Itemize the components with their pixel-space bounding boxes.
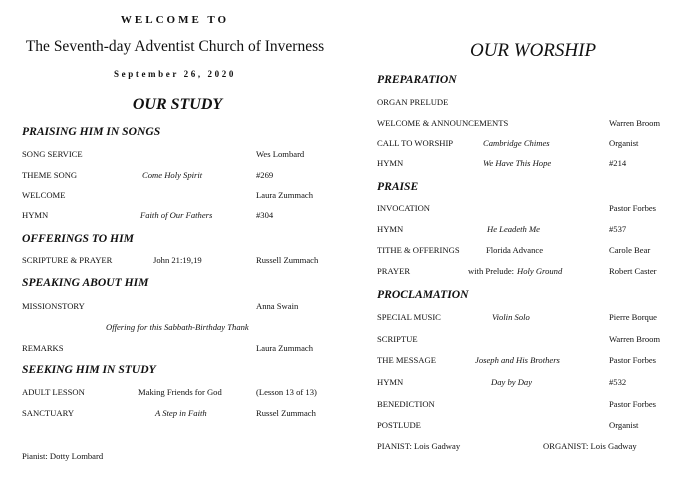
program-person: Pierre Borque [609,312,657,322]
program-item: THE MESSAGE [377,355,436,365]
program-title-prefix: with Prelude: [468,266,515,276]
program-item: THEME SONG [22,170,78,180]
program-person: Warren Broom [609,334,661,344]
program-item: BENEDICTION [377,399,435,409]
program-person: Organist [609,420,639,430]
section-speaking: SPEAKING ABOUT HIM [22,276,149,289]
welcome-heading: WELCOME TO [120,14,230,26]
program-title: Joseph and His Brothers [475,355,560,365]
section-offerings: OFFERINGS TO HIM [22,232,134,245]
program-person: Carole Bear [609,245,651,255]
pianist-credit: PIANIST: Lois Gadway [377,441,461,451]
program-item: SCRIPTURE & PRAYER [22,255,113,265]
program-item: MISSIONSTORY [22,301,85,311]
program-item: POSTLUDE [377,420,421,430]
program-item: SONG SERVICE [22,149,83,159]
program-item: HYMN [377,158,404,168]
program-item: ADULT LESSON [22,387,85,397]
program-person: #269 [256,170,274,180]
program-title: Violin Solo [492,312,530,322]
program-title: Holy Ground [517,266,563,276]
program-person: (Lesson 13 of 13) [256,387,317,397]
pianist-credit: Pianist: Dotty Lombard [22,451,104,461]
program-item: WELCOME & ANNOUNCEMENTS [377,118,509,128]
program-item: ORGAN PRELUDE [377,97,449,107]
program-person: #214 [609,158,627,168]
program-person: Pastor Forbes [609,355,657,365]
program-item: HYMN [22,210,49,220]
program-item: SANCTUARY [22,408,75,418]
program-person: Russell Zummach [256,255,319,265]
program-title: He Leadeth Me [487,224,540,234]
program-item: SPECIAL MUSIC [377,312,441,322]
program-person: #537 [609,224,627,234]
program-person: Laura Zummach [256,190,314,200]
organist-credit: ORGANIST: Lois Gadway [543,441,637,451]
our-study-title: OUR STUDY [132,96,223,113]
program-item: WELCOME [22,190,66,200]
program-person: Pastor Forbes [609,399,657,409]
section-seeking: SEEKING HIM IN STUDY [22,363,156,376]
program-person: Russel Zummach [256,408,316,418]
section-praise: PRAISE [377,180,419,193]
program-item: TITHE & OFFERINGS [377,245,460,255]
program-title: Florida Advance [486,245,544,255]
program-title: Come Holy Spirit [142,170,203,180]
church-name: The Seventh-day Adventist Church of Inverness [25,38,325,55]
our-worship-title: OUR WORSHIP [469,40,597,61]
program-person: Wes Lombard [256,149,305,159]
program-item: SCRIPTUE [377,334,418,344]
section-proclamation: PROCLAMATION [377,288,469,301]
section-preparation: PREPARATION [377,73,457,86]
program-item: INVOCATION [377,203,430,213]
program-title: We Have This Hope [483,158,552,168]
program-item: HYMN [377,377,404,387]
program-title: Cambridge Chimes [483,138,550,148]
program-title: Day by Day [491,377,533,387]
program-person: Organist [609,138,639,148]
program-person: Laura Zummach [256,343,314,353]
program-item: HYMN [377,224,404,234]
program-item: REMARKS [22,343,64,353]
program-title: Making Friends for God [138,387,222,397]
program-item: PRAYER [377,266,411,276]
program-title: A Step in Faith [155,408,207,418]
service-date: September 26, 2020 [114,69,236,79]
program-item: CALL TO WORSHIP [377,138,454,148]
offering-note: Offering for this Sabbath-Birthday Thank [106,322,249,332]
program-person: Robert Caster [609,266,657,276]
program-person: Pastor Forbes [609,203,657,213]
program-person: #304 [256,210,274,220]
program-person: Anna Swain [256,301,299,311]
section-praising-him: PRAISING HIM IN SONGS [22,125,161,138]
program-person: Warren Broom [609,118,661,128]
program-title: John 21:19,19 [153,255,202,265]
program-title: Faith of Our Fathers [140,210,213,220]
program-person: #532 [609,377,627,387]
